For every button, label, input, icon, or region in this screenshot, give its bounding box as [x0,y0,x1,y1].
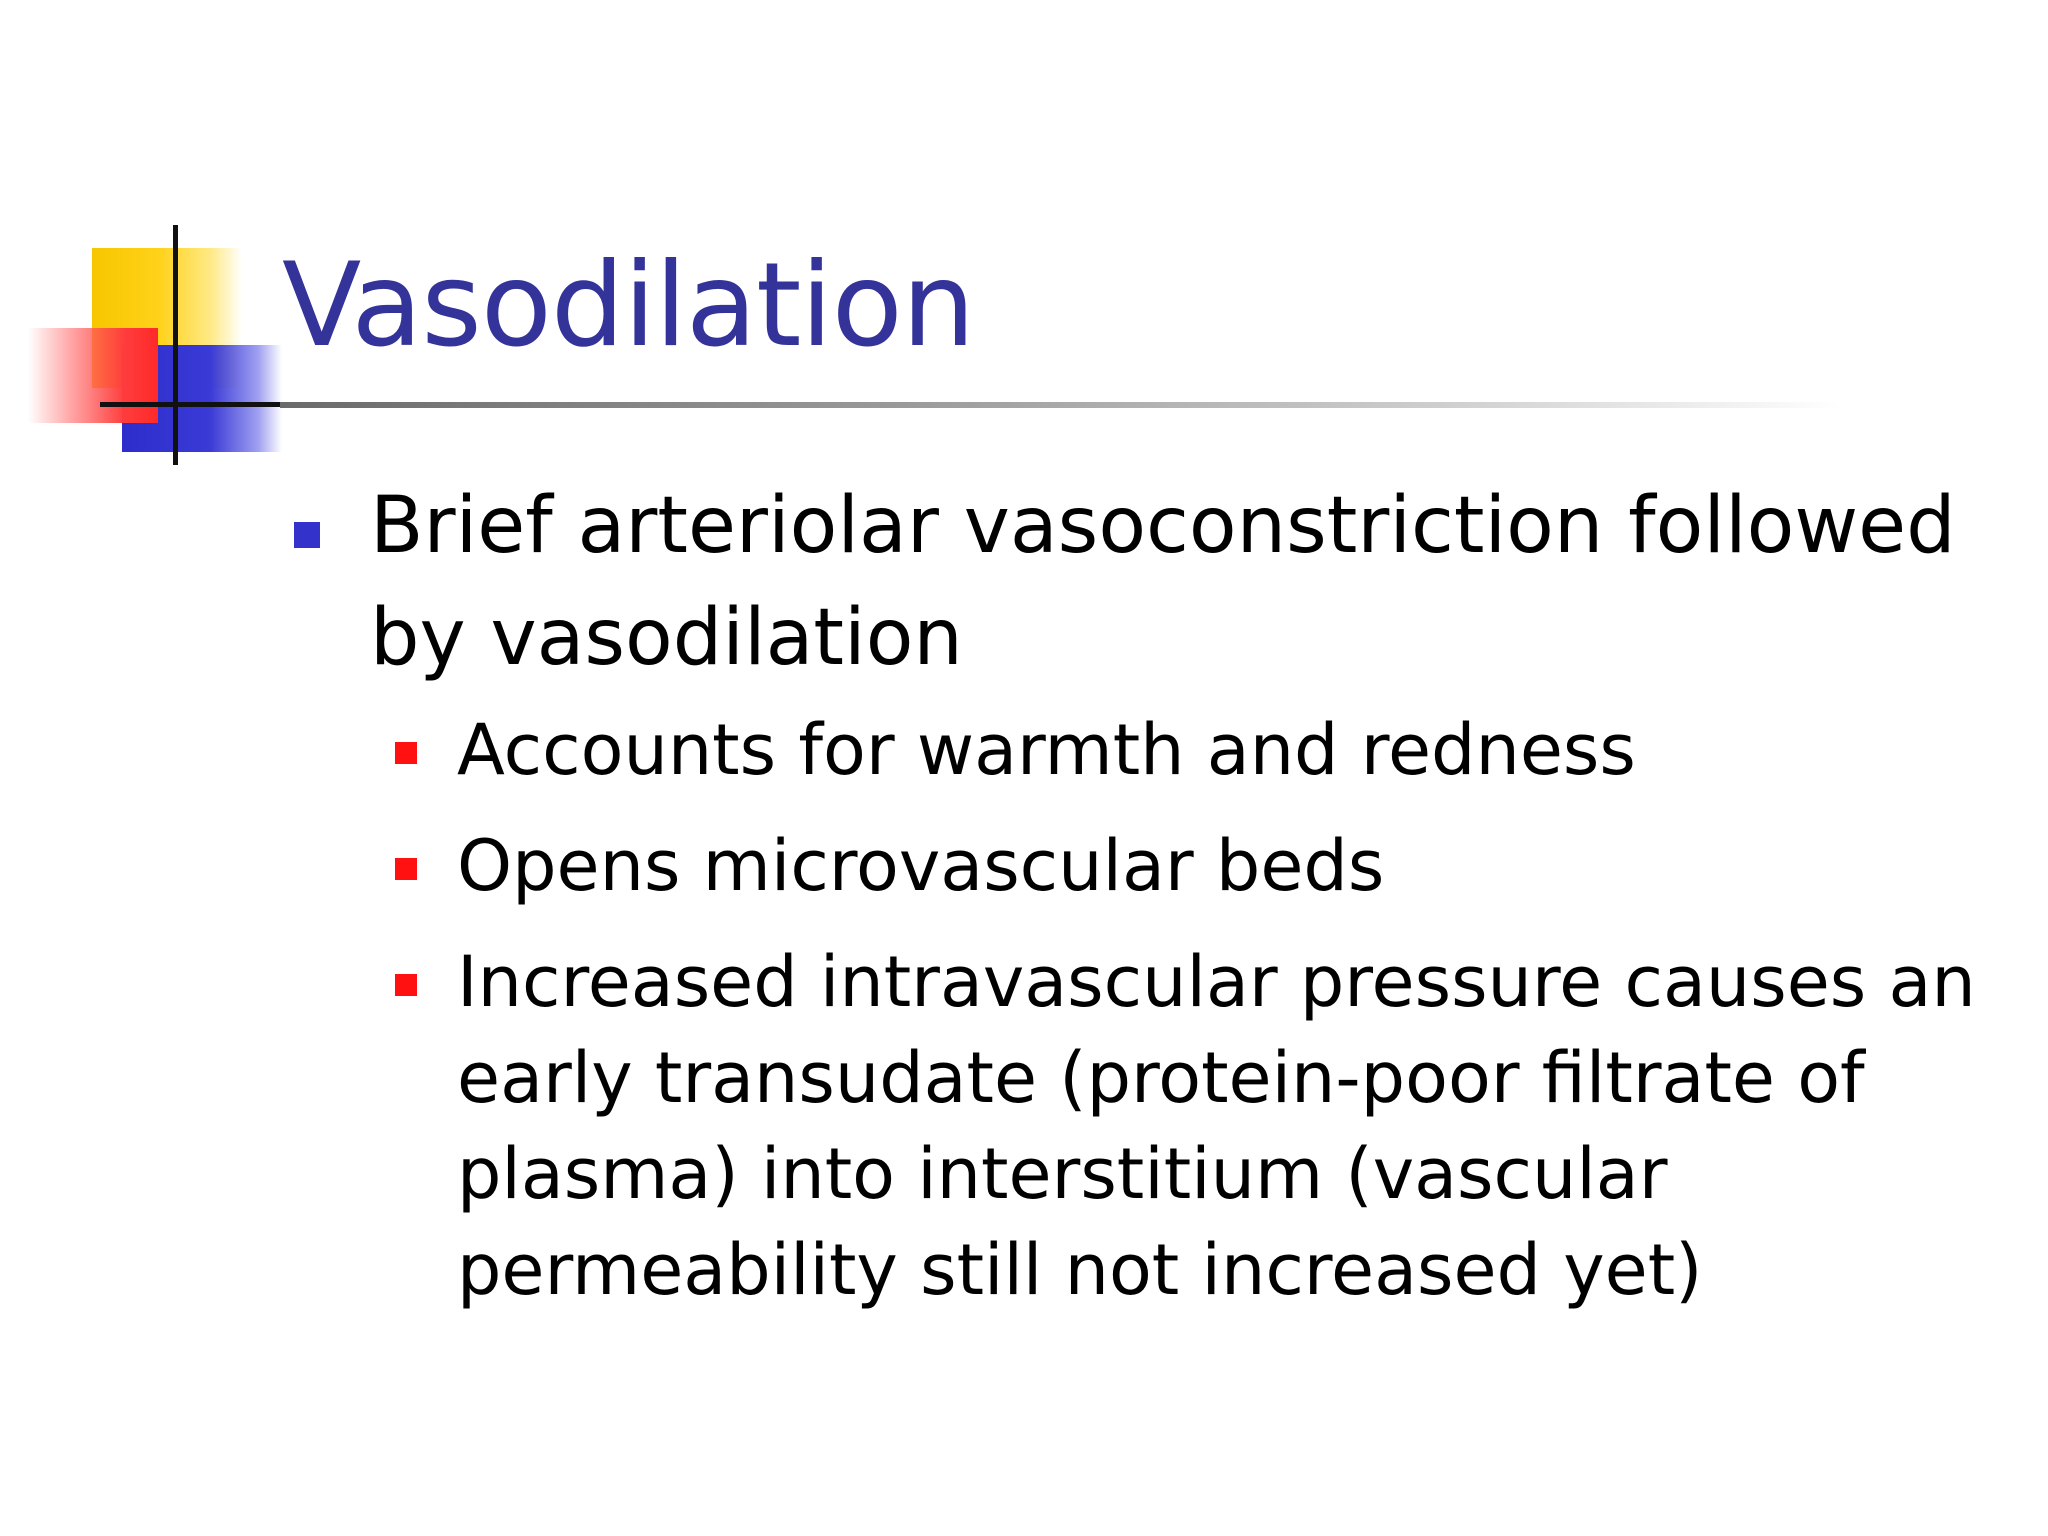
sub-bullet-text: Opens microvascular beds [457,825,1385,907]
logo-red-square [28,328,158,423]
slide-content [290,470,2010,1338]
square-bullet-icon [294,522,320,548]
sub-bullet-item [290,702,2010,798]
sub-bullet-item [290,934,2010,1318]
slide-title: Vasodilation [282,238,975,373]
square-bullet-icon [395,974,417,996]
sub-bullet-list [290,702,2010,1318]
sub-bullet-text: Increased intravascular pressure causes an early transudate (protein-poor filtrate of plasma) into interstitium (vascular permeability still not increased yet) [457,941,1976,1311]
decorative-logo [0,0,300,480]
bullet-item [290,470,2010,694]
bullet-text: Brief arteriolar vasoconstriction followed by vasodilation [370,481,1956,683]
sub-bullet-text: Accounts for warmth and redness [457,709,1636,791]
title-underline [280,402,1840,408]
sub-bullet-item [290,818,2010,914]
square-bullet-icon [395,858,417,880]
logo-horizontal-line [100,402,280,407]
square-bullet-icon [395,742,417,764]
logo-vertical-line [173,225,178,465]
